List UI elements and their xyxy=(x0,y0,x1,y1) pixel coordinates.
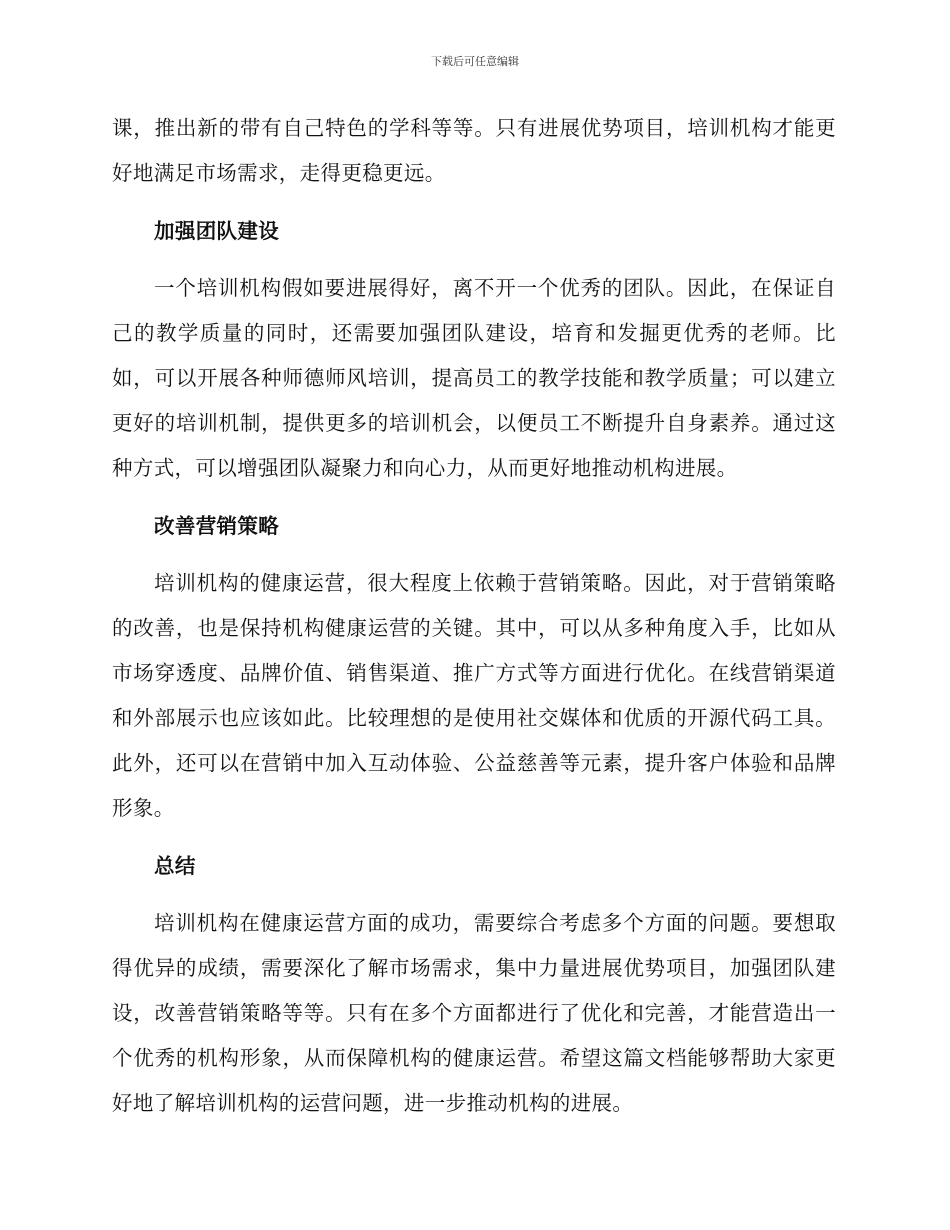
section-paragraph-marketing: 培训机构的健康运营，很大程度上依赖于营销策略。因此，对于营销策略的改善，也是保持机构健康运营的关键。其中，可以从多种角度入手，比如从市场穿透度、品牌价值、销售渠道、推广方式等方面进行优化。在线营销渠道和外部展示也应该如此。比较理想的是使用社交媒体和优质的开源代码工具。此外，还可以在营销中加入互动体验、公益慈善等元素，提升客户体验和品牌形象。 xyxy=(112,571,836,820)
section-paragraph-summary: 培训机构在健康运营方面的成功，需要综合考虑多个方面的问题。要想取得优异的成绩，需要深化了解市场需求，集中力量进展优势项目，加强团队建设，改善营销策略等等。只有在多个方面都进行了优化和完善，才能营造出一个优秀的机构形象，从而保障机构的健康运营。希望这篇文档能够帮助大家更好地了解培训机构的运营问题，进一步推动机构的进展。 xyxy=(112,911,836,1115)
intro-paragraph: 课，推出新的带有自己特色的学科等等。只有进展优势项目，培训机构才能更好地满足市场需求，走得更稳更远。 xyxy=(112,116,836,185)
document-body xyxy=(112,106,836,1126)
section-paragraph-team: 一个培训机构假如要进展得好，离不开一个优秀的团队。因此，在保证自己的教学质量的同时，还需要加强团队建设，培育和发掘更优秀的老师。比如，可以开展各种师德师风培训，提高员工的教学技能和教学质量；可以建立更好的培训机制，提供更多的培训机会，以便员工不断提升自身素养。通过这种方式，可以增强团队凝聚力和向心力，从而更好地推动机构进展。 xyxy=(112,276,836,480)
section-heading-summary: 总结 xyxy=(154,854,196,878)
page-header: 下载后可任意编辑 xyxy=(431,55,519,68)
section-heading-team: 加强团队建设 xyxy=(154,219,280,243)
section-heading-marketing: 改善营销策略 xyxy=(154,514,280,538)
